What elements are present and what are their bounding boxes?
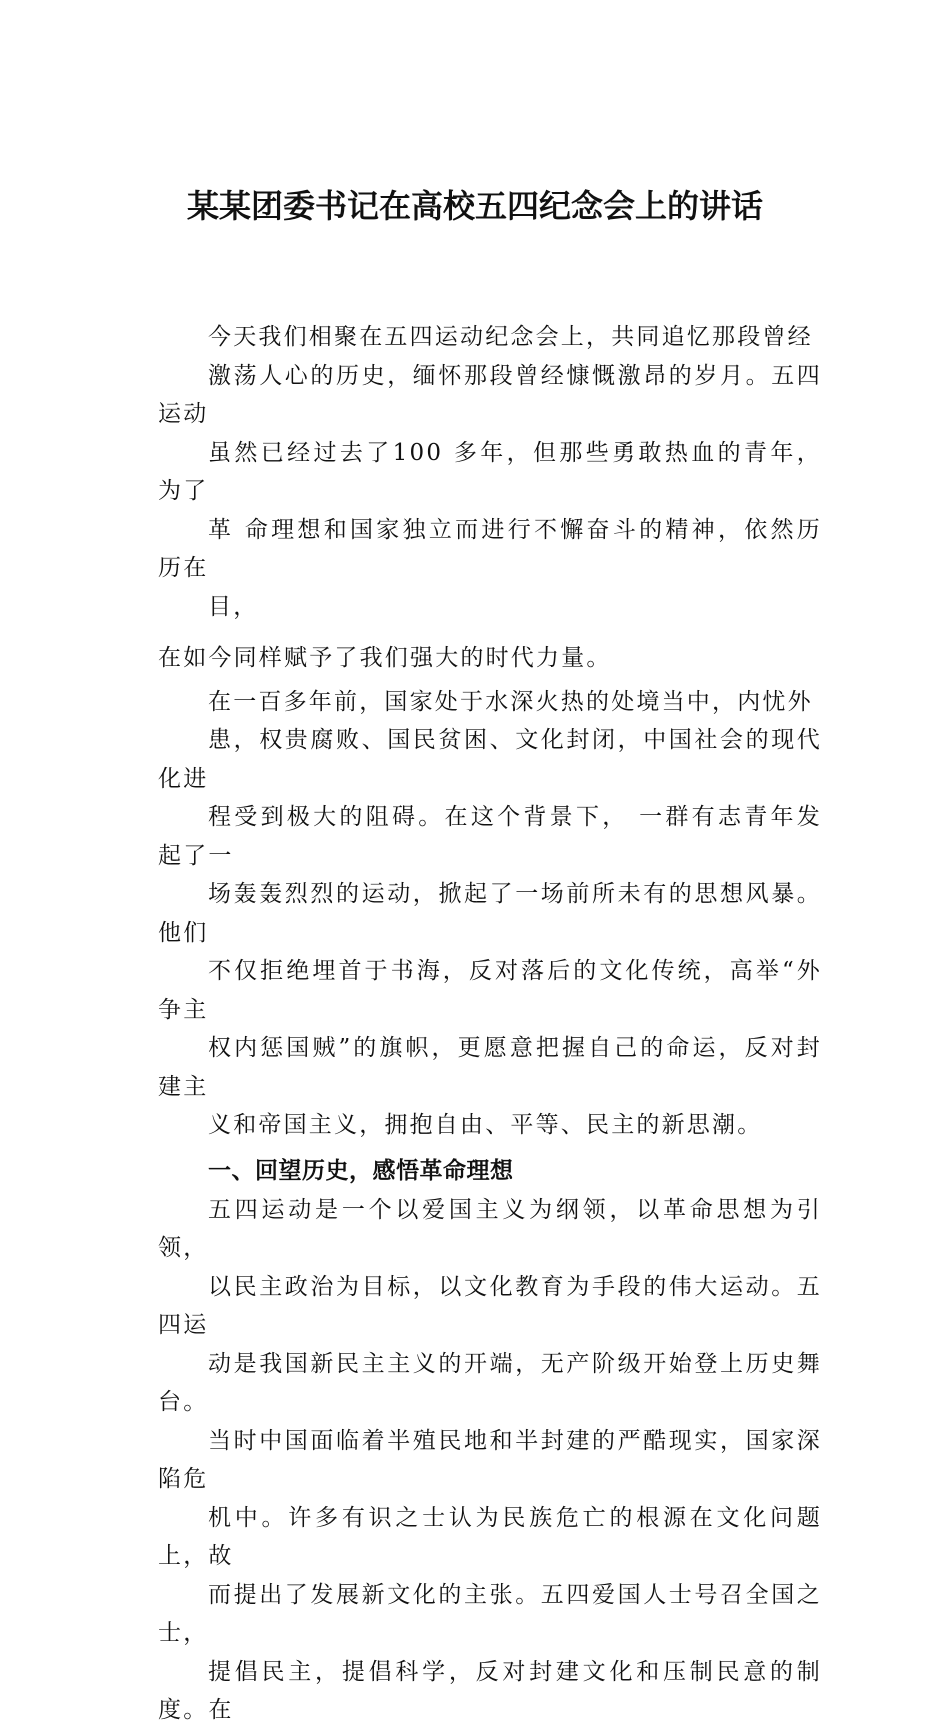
text-line: 机中。许多有识之士认为民族危亡的根源在文化问题上，故 bbox=[158, 1504, 822, 1569]
text-line: 以民主政治为目标，以文化教育为手段的伟大运动。五四运 bbox=[158, 1273, 822, 1338]
section-heading: 一、回望历史，感悟革命理想 bbox=[208, 1157, 514, 1184]
text-line: 而提出了发展新文化的主张。五四爱国人士号召全国之士， bbox=[158, 1581, 822, 1646]
text-line: 五四运动是一个以爱国主义为纲领，以革命思想为引领， bbox=[158, 1196, 822, 1261]
text-line: 患，权贵腐败、国民贫困、文化封闭，中国社会的现代化进 bbox=[158, 727, 822, 792]
text-line: 激荡人心的历史，缅怀那段曾经慷慨激昂的岁月。五四运动 bbox=[158, 362, 822, 427]
text-line: 目， bbox=[208, 593, 259, 620]
paragraph-background bbox=[158, 683, 822, 1145]
text-line: 场轰轰烈烈的运动，掀起了一场前所未有的思想风暴。他们 bbox=[158, 881, 822, 946]
text-line: 义和帝国主义，拥抱自由、平等、民主的新思潮。 bbox=[208, 1112, 763, 1138]
text-line: 当时中国面临着半殖民地和半封建的严酷现实，国家深陷危 bbox=[158, 1427, 822, 1492]
text-line: 权内惩国贼”的旗帜，更愿意把握自己的命运，反对封建主 bbox=[158, 1035, 822, 1100]
paragraph-section-one bbox=[158, 1191, 822, 1730]
text-line: 在如今同样赋予了我们强大的时代力量。 bbox=[158, 645, 612, 671]
paragraph-opening bbox=[158, 318, 822, 626]
text-line: 今天我们相聚在五四运动纪念会上，共同追忆那段曾经 bbox=[208, 324, 813, 350]
text-line: 革 命理想和国家独立而进行不懈奋斗的精神，依然历历在 bbox=[158, 516, 822, 581]
text-line: 提倡民主，提倡科学，反对封建文化和压制民意的制度。在 bbox=[158, 1658, 822, 1723]
document-body bbox=[158, 318, 822, 1730]
document-title: 某某团委书记在高校五四纪念会上的讲话 bbox=[186, 187, 763, 225]
text-line: 程受到极大的阻碍。在这个背景下， 一群有志青年发起了一 bbox=[158, 804, 822, 869]
text-line: 动是我国新民主主义的开端，无产阶级开始登上历史舞台。 bbox=[158, 1350, 822, 1415]
text-line: 不仅拒绝埋首于书海，反对落后的文化传统，高举“外争主 bbox=[158, 958, 822, 1023]
paragraph-continuation bbox=[158, 639, 822, 678]
text-line: 虽然已经过去了100 多年，但那些勇敢热血的青年，为了 bbox=[158, 439, 822, 504]
text-line: 在一百多年前，国家处于水深火热的处境当中，内忧外 bbox=[208, 688, 813, 715]
